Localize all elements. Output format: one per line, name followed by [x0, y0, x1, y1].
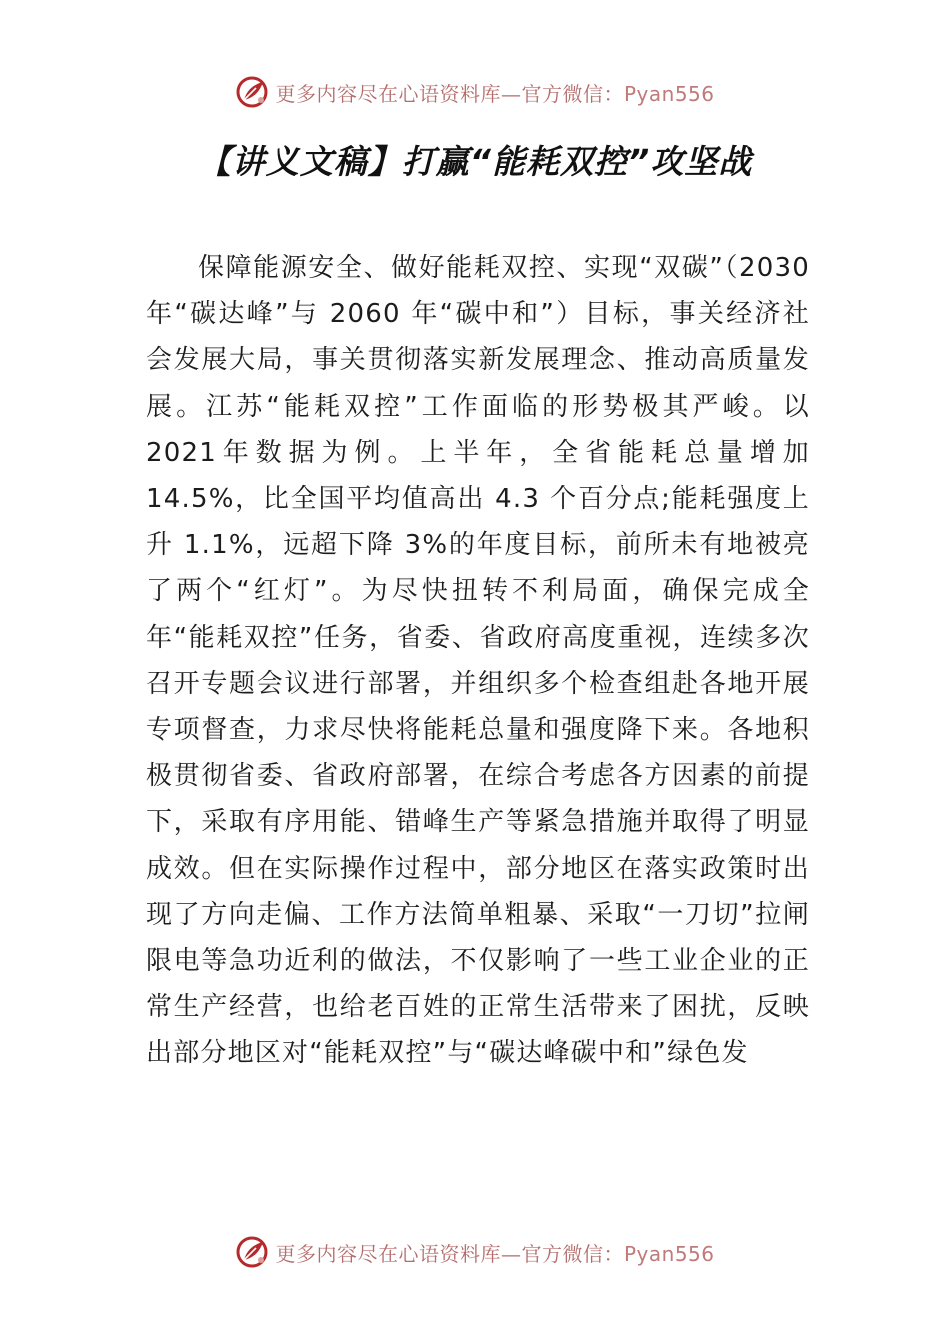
document-title: 【讲义文稿】打赢“能耗双控”攻坚战 — [197, 142, 753, 181]
leaf-logo-icon — [235, 75, 269, 109]
body-paragraph: 保障能源安全、做好能耗双控、实现“双碳”（2030年“碳达峰”与 2060 年“碳中和”）目标，事关经济社会发展大局，事关贯彻落实新发展理念、推动高质量发展。江苏“能耗双控”工作面临的形势极其严峻。以 2021年数据为例。上半年，全省能耗总量增加 14.5%，比全国平均值高出 4.3 个百分点;能耗强度上升 1.1%，远超下降 3%的年度目标，前所未有地被亮了两个“红灯”。为尽快扭转不利局面，确保完成全年“能耗双控”任务，省委、省政府高度重视，连续多次召开专题会议进行部署，并组织多个检查组赴各地开展专项督查，力求尽快将能耗总量和强度降下来。各地积极贯彻省委、省政府部署，在综合考虑各方因素的前提下，采取有序用能、错峰生产等紧急措施并取得了明显成效。但在实际操作过程中，部分地区在落实政策时出现了方向走偏、工作方法简单粗暴、采取“一刀切”拉闸限电等急功近利的做法，不仅影响了一些工业企业的正常生产经营，也给老百姓的正常生活带来了困扰，反映出部分地区对“能耗双控”与“碳达峰碳中和”绿色发 — [146, 253, 810, 1069]
watermark-wechat-id: Pyan556 — [623, 81, 715, 106]
leaf-logo-icon — [235, 1235, 269, 1269]
watermark-label: 更多内容尽在心语资料库—官方微信： — [275, 1241, 624, 1266]
watermark-text — [275, 1238, 714, 1267]
watermark-text — [275, 78, 714, 107]
footer-watermark — [0, 1232, 950, 1272]
watermark-wechat-id: Pyan556 — [623, 1241, 715, 1266]
watermark-label: 更多内容尽在心语资料库—官方微信： — [275, 81, 624, 106]
header-watermark — [0, 72, 950, 112]
